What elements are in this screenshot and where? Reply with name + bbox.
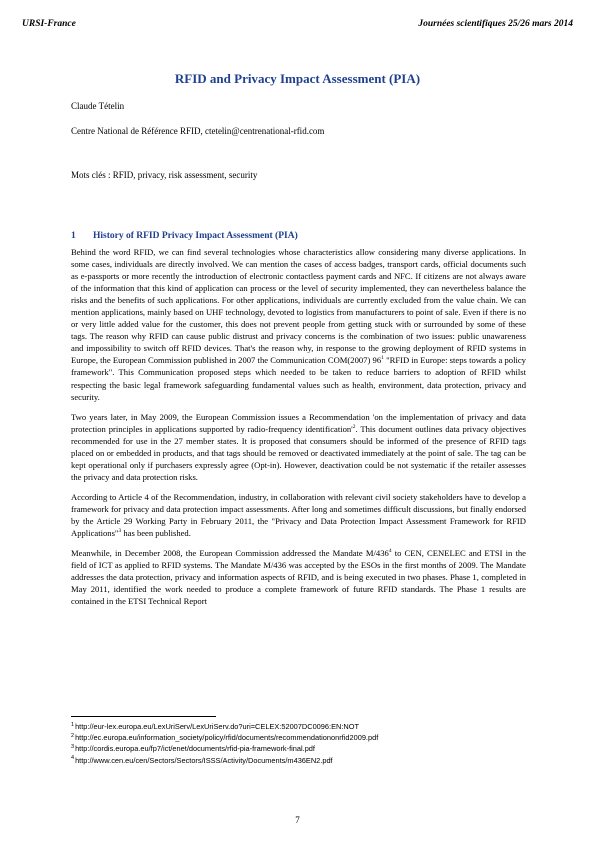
footnote-number: 2 [71,732,75,739]
footnote-ref: 3 [118,528,122,535]
paragraph-text: Two years later, in May 2009, the European Commission issues a Recommendation 'on the implementation of privacy and data protection principles in applications supported by radio-frequency identification' [71,411,526,434]
running-header-left: URSI-France [22,19,76,29]
footnote-url: http://www.cen.eu/cen/Sectors/Sectors/ISSS/Activity/Documents/m436EN2.pdf [75,755,333,765]
footnote-url: http://ec.europa.eu/information_society/policy/rfid/documents/recommendationonrfid2009.pdf [75,733,379,743]
footnote-number: 3 [71,743,75,750]
paragraph-text: Meanwhile, in December 2008, the European Commission addressed the Mandate M/436 [71,548,389,559]
section-number: 1 [71,231,76,241]
footnote-ref: 1 [381,355,384,362]
footnote-url: http://cordis.europa.eu/fp7/ict/enet/documents/rfid-pia-framework-final.pdf [75,744,315,754]
paragraph-text: has been published. [121,528,191,539]
paragraph-text: According to Article 4 of the Recommendation, industry, in collaboration with relevant civil society stakeholders have to develop a framework for privacy and data protection impact assessments. After long and sometimes difficult discussions, but finally endorsed by the Article 29 Working Party in February 2011, the "Privacy and Data Protection Impact Assessment Framework for RFID Applications" [71,491,526,539]
body-text [71,246,526,615]
running-header-right: Journées scientifiques 25/26 mars 2014 [418,19,573,29]
author-name: Claude Tételin [71,101,125,111]
footnote [71,755,531,766]
keywords: Mots clés : RFID, privacy, risk assessment, security [71,170,258,180]
footnote-url: http://eur-lex.europa.eu/LexUriServ/LexUriServ.do?uri=CELEX:52007DC0096:EN:NOT [75,722,359,731]
footnote [71,743,531,754]
body-paragraph [71,491,526,539]
footnote-separator [71,716,216,717]
section-title: History of RFID Privacy Impact Assessment (PIA) [93,231,298,241]
footnote [71,721,531,732]
paragraph-text: . This document outlines data privacy objectives recommended for use in the 27 member states. It is proposed that consumers should be informed of the presence of RFID tags placed on or embedded in products, and that tags should be removed or deactivated immediately at the point of sale. The tag can be kept operational only if purchasers expressly agree (Opt-in). However, deactivation could be not systematic if the retailer assesses the privacy and data protection risks. [71,423,526,482]
body-paragraph [71,246,526,403]
footnote-number: 1 [71,721,75,728]
paper-title: RFID and Privacy Impact Assessment (PIA) [174,71,421,86]
paragraph-text: Behind the word RFID, we can find several technologies whose characteristics allow considering many diverse applications. In some cases, individuals are directly involved. We can mention the cases of access badges, transport cards, official documents such as e-passports or more recently the introduction of electronic contactless payment cards and NFC. If citizens are not always aware of the information that this kind of application can process or the level of security implemented, they can nevertheless balance the risks and the benefits of such applications. For other applications, individuals are currently excluded from the value chain. We can mention applications, mainly based on UHF technology, devoted to logistics from manufacturers to point of sale. Even if there is no or very little added value for the customer, this does not prevent people from getting stuck with or surrounded by some of these tags. The reason why RFID can cause public distrust and privacy concerns is the combination of two issues: public unawareness and impossibility to switch off RFID devices. That's the reason why, in response to the growing deployment of RFID systems in Europe, the European Commission published in 2007 the Communication COM(2007) 96 [71,247,526,366]
footnote [71,732,531,743]
page-number: 7 [295,815,300,825]
section-heading [71,231,298,241]
footnote-ref: 4 [388,548,392,555]
paragraph-text: to CEN, CENELEC and ETSI in the field of ICT as applied to RFID systems. The Mandate M/436 was accepted by the ESOs in the first months of 2009. The Mandate addresses the data protection, privacy and information aspects of RFID, and is being executed in two phases. Phase 1, completed in May 2011, identified the work needed to produce a complete framework of future RFID standards. The Phase 1 results are contained in the ETSI Technical Report [71,548,526,607]
author-affiliation: Centre National de Référence RFID, ctetelin@centrenational-rfid.com [71,126,325,136]
footnotes [71,721,531,766]
body-paragraph [71,411,526,483]
footnote-ref: 2 [352,423,356,430]
paragraph-text: "RFID in Europe: steps towards a policy framework". This Communication proposed steps which needed to be taken to reduce barriers to adoption of RFID whilst respecting the basic legal framework safeguarding fundamental values such as health, environment, data protection, privacy and security. [71,355,526,402]
body-paragraph [71,547,526,607]
footnote-number: 4 [71,755,75,762]
